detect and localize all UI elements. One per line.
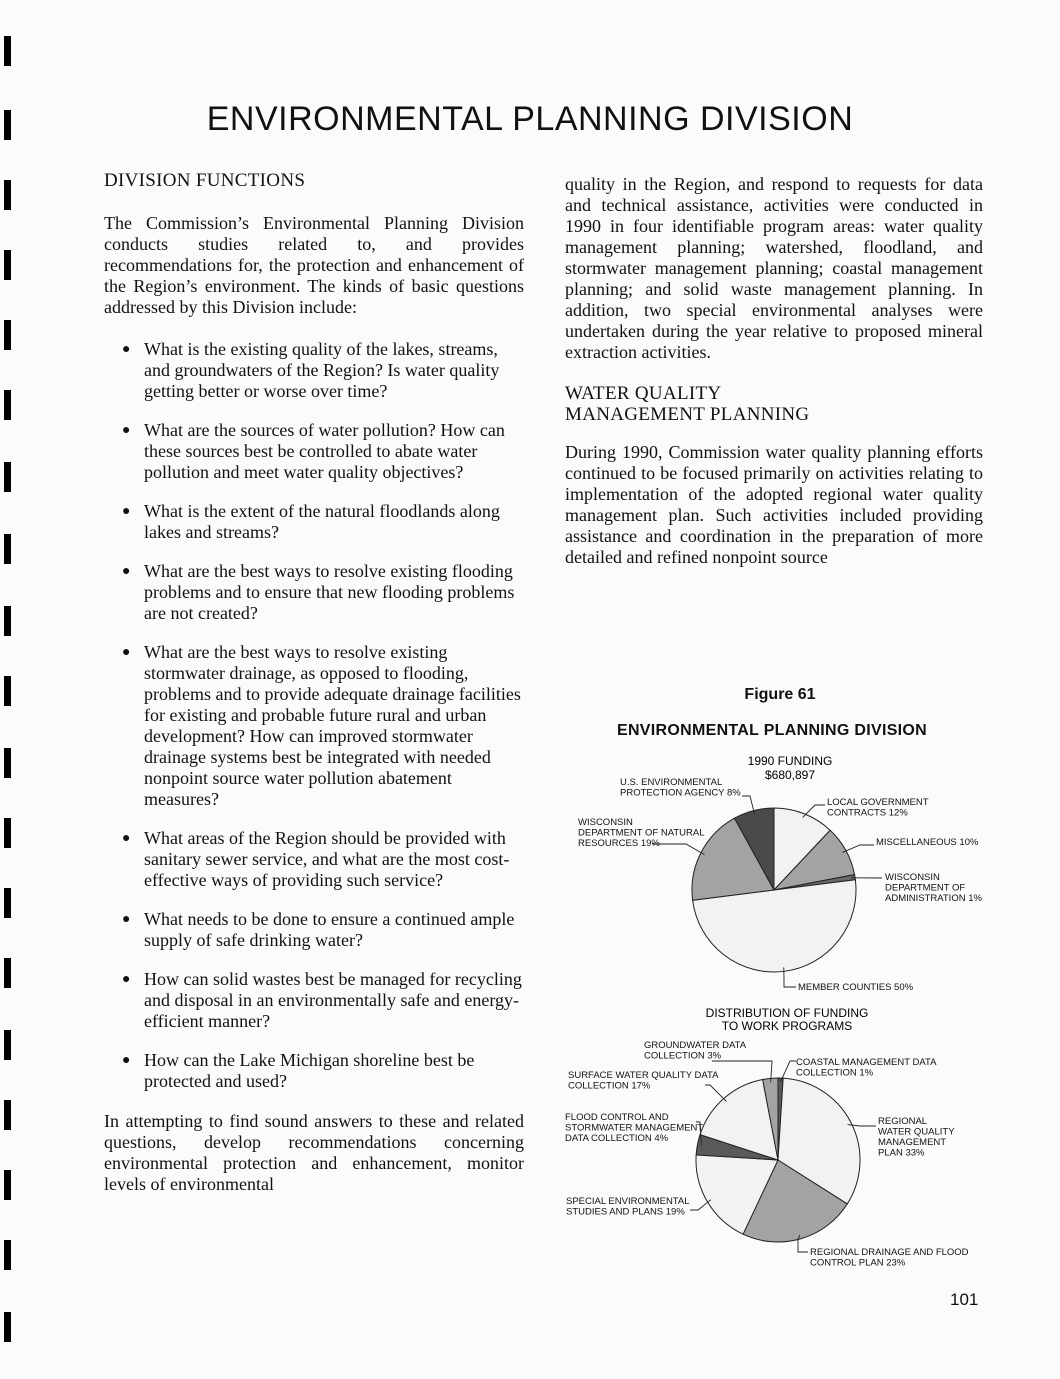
funding-label-3 [885,872,982,904]
figure-number: Figure 61 [744,686,816,703]
page-number: 101 [950,1290,979,1309]
funding-label-5-line: DEPARTMENT OF NATURAL [578,827,705,839]
program-label-5-line: STORMWATER MANAGEMENT [565,1122,704,1134]
funding-label-6 [620,777,741,799]
program-label-3 [810,1247,969,1269]
chart-2-title-line: DISTRIBUTION OF FUNDING [705,1006,869,1020]
program-label-4 [566,1196,690,1218]
program-label-7-line: GROUNDWATER DATA [644,1040,747,1051]
program-label-4-line: STUDIES AND PLANS 19% [566,1206,685,1218]
program-label-7-line: COLLECTION 3% [644,1050,722,1062]
left-column [104,170,524,1195]
funding-label-2 [876,837,979,848]
funding-label-1 [827,797,929,819]
program-label-2 [878,1116,955,1159]
pie-chart-2 [696,1078,860,1242]
program-label-5-line: DATA COLLECTION 4% [565,1133,669,1144]
question-item: ● How can the Lake Michigan shoreline best be protected and used? [104,1050,524,1092]
question-item: ● What are the best ways to resolve existing stormwater drainage, as opposed to flooding, problems and to provide adequate drainage facilities for existing and probable future rural and urban development? How can improved stormwater drainage systems best be integrated with needed nonpoint source water pollution abatement measures? [104,642,524,810]
question-item: ● What is the existing quality of the lakes, streams, and groundwaters of the Region? Is water quality getting better or worse over time? [104,339,524,402]
chart-1-subtitle: $680,897 [764,768,816,782]
program-label-2-line: REGIONAL [878,1116,928,1127]
figure-charts [560,680,1000,1280]
program-label-6-line: COLLECTION 17% [568,1080,651,1092]
intro-paragraph: The Commission’s Environmental Planning Division conducts studies related to, and provides recommendations for, the protection and enhancement of the Region’s environment. The kinds of basic questions addressed by this Division include: [104,213,524,317]
pie-chart-1 [692,808,856,972]
program-label-3-line: REGIONAL DRAINAGE AND FLOOD [810,1247,969,1258]
funding-label-4 [798,982,914,993]
section-heading-division-functions: DIVISION FUNCTIONS [104,170,306,191]
figure-title: ENVIRONMENTAL PLANNING DIVISION [616,722,928,739]
program-label-3-line: CONTROL PLAN 23% [810,1257,906,1269]
right-paragraph-2: During 1990, Commission water quality planning efforts continued to be focused primarily on activities relating to implementation of the adopted regional water quality management plan. Such activities included providing assistance and coordination in the preparation of more detailed and refined nonpoint source [565,442,983,567]
funding-label-3-line: WISCONSIN [885,872,940,883]
closing-paragraph: In attempting to find sound answers to these and related questions, develop recommendations concerning environmental protection and enhancement, monitor levels of environmental [104,1111,524,1194]
funding-label-5-line: WISCONSIN [578,817,633,828]
question-item: ● What areas of the Region should be provided with sanitary sewer service, and what are the most cost-effective ways of providing such service? [104,828,524,891]
program-label-2-line: WATER QUALITY [878,1126,955,1138]
program-label-1-line: COLLECTION 1% [796,1067,874,1079]
funding-label-5-line: RESOURCES 19% [578,838,660,849]
funding-label-3-line: ADMINISTRATION 1% [885,893,982,904]
program-label-5 [565,1112,703,1144]
funding-label-6-line: PROTECTION AGENCY 8% [620,787,741,799]
funding-leader-5 [652,844,705,855]
funding-label-1-line: CONTRACTS 12% [827,807,908,819]
program-label-1-line: COASTAL MANAGEMENT DATA [796,1057,937,1068]
program-label-5-line: FLOOD CONTROL AND [565,1112,669,1123]
funding-label-4-line: MEMBER COUNTIES 50% [798,982,914,993]
question-list [104,339,524,1092]
page-title: ENVIRONMENTAL PLANNING DIVISION [206,100,854,138]
program-label-2-line: PLAN 33% [878,1147,925,1159]
funding-label-3-line: DEPARTMENT OF [885,882,966,894]
section-heading-line-2: MANAGEMENT PLANNING [565,404,810,425]
question-item: ● What are the sources of water pollution? How can these sources best be controlled to abate water pollution and meet water quality objectives? [104,420,524,483]
figure-61 [560,680,1000,1280]
program-label-1 [796,1057,937,1079]
program-label-7 [644,1040,747,1062]
right-paragraph-1: quality in the Region, and respond to requests for data and technical assistance, activities were conducted in 1990 in four identifiable program areas: water quality management planning; watershed, floodland, and stormwater management planning; coastal management planning; and solid waste management planning. In addition, two special environmental analyses were undertaken during the year relative to proposed mineral extraction activities. [565,174,983,362]
chart-1-title: 1990 FUNDING [747,754,833,768]
question-item: ● What needs to be done to ensure a continued ample supply of safe drinking water? [104,909,524,951]
program-label-4-line: SPECIAL ENVIRONMENTAL [566,1196,690,1207]
right-column [565,170,983,568]
program-label-2-line: MANAGEMENT [878,1137,947,1148]
question-item: ● What are the best ways to resolve existing flooding problems and to ensure that new flooding problems are not created? [104,561,524,624]
program-label-6-line: SURFACE WATER QUALITY DATA [568,1070,719,1081]
funding-leader-2 [842,845,874,852]
section-heading-water-quality [565,383,983,425]
program-label-6 [568,1070,719,1092]
funding-label-1-line: LOCAL GOVERNMENT [827,797,929,808]
funding-label-6-line: U.S. ENVIRONMENTAL [620,777,723,788]
funding-label-2-line: MISCELLANEOUS 10% [876,837,979,848]
question-item: ● What is the extent of the natural floodlands along lakes and streams? [104,501,524,543]
question-item: ● How can solid wastes best be managed for recycling and disposal in an environmentally safe and energy-efficient manner? [104,969,524,1032]
chart-2-title-line: TO WORK PROGRAMS [721,1019,853,1033]
section-heading-line-1: WATER QUALITY [565,383,722,404]
